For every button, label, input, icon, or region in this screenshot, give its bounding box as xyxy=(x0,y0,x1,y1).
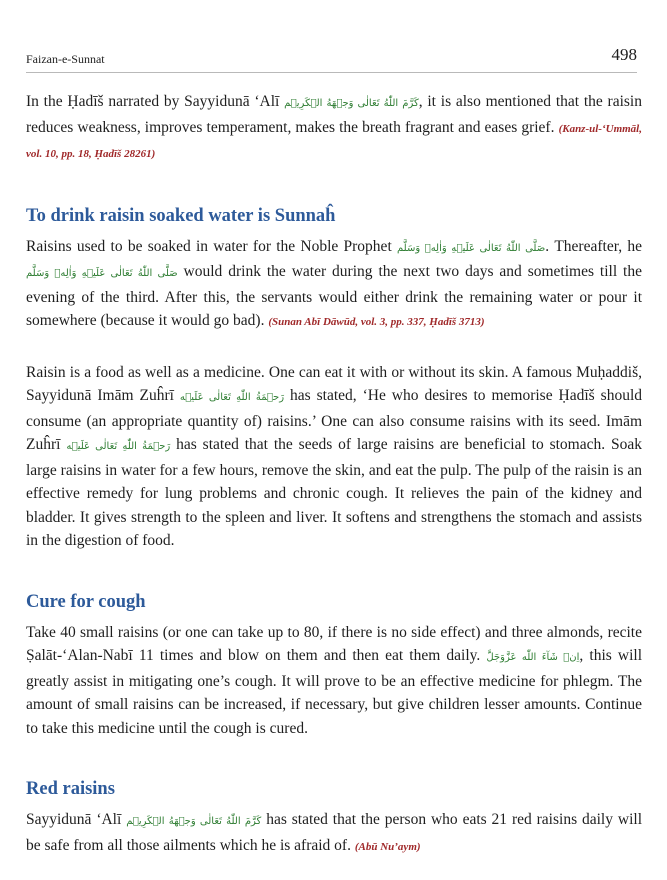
paragraph-text: Raisin is a food as well as a medicine. One can eat it with or without its skin. A famous Muḥaddiš, Sayyidunā Imām Zuĥrī xyxy=(26,363,642,404)
raisin-water-paragraph xyxy=(26,235,642,335)
paragraph-text: Raisins used to be soaked in water for the Noble Prophet xyxy=(26,237,397,255)
section-heading-red-raisins: Red raisins xyxy=(26,779,115,799)
intro-paragraph xyxy=(26,90,642,167)
arabic-honorific: كَرَّمَ اللّٰهُ تَعَالٰی وَجۡهَهُ الۡكَرِيۡم xyxy=(284,98,419,109)
book-title: Faizan-e-Sunnat xyxy=(26,52,105,66)
page-content xyxy=(26,90,642,859)
paragraph-text: has stated that the seeds of large raisins are beneficial to stomach. Soak large raisins in water for a few hours, remove the skin, and eat the pulp. The pulp of the raisin is an effective remedy for lung problems and chronic cough. It relieves the pain of the kidney and bladder. It gives strength to the spleen and liver. It softens and strengthens the stomach and assists in the digestion of food. xyxy=(26,436,643,549)
paragraph-text: would drink the water during the next two days and sometimes till the evening of the third. After this, the servants would either drink the remaining water or pour it somewhere (because it would go bad). xyxy=(26,263,642,329)
reference-citation: (Abū Nu’aym) xyxy=(354,840,421,853)
paragraph-text: Take 40 small raisins (or one can take up to 80, if there is no side effect) and three almonds, recite Ṣalāt-‘Alan-Nabī 11 times and blow on them and then eat them daily. xyxy=(26,623,642,664)
intro-text-2: , it is also mentioned that the raisin reduces weakness, improves temperament, makes the breath fragrant and eases grief. xyxy=(26,93,642,136)
reference-citation: (Sunan Abī Dāwūd, vol. 3, pp. 337, Ḥadīš 3713) xyxy=(268,316,485,328)
paragraph-text: has stated that the person who eats 21 red raisins daily will be safe from all those ailments which he is afraid of. xyxy=(26,811,642,854)
intro-text-1: In the Ḥadīš narrated by Sayyidunā ‘Alī xyxy=(26,93,285,110)
section-heading-cure-for-cough: Cure for cough xyxy=(26,591,146,612)
page-header xyxy=(26,42,637,73)
paragraph-text: Sayyidunā ‘Alī xyxy=(26,811,127,828)
paragraph-text: , this will greatly assist in mitigating one’s cough. It will prove to be an effective medicine for phlegm. The amount of small raisins can be increased, if necessary, but give children lesser amounts. Continue to take this medicine until the cough is cured. xyxy=(26,647,642,737)
paragraph-text: . Thereafter, he xyxy=(545,237,642,255)
raisin-medicine-paragraph xyxy=(26,361,642,553)
page-number: 498 xyxy=(611,45,637,64)
red-raisins-paragraph xyxy=(26,808,642,859)
arabic-honorific: صَلَّى اللّٰهُ تَعَالٰى عَلَيۡهِ وَاٰلِهٖ وَسَلَّم xyxy=(26,268,178,279)
arabic-honorific: رَحۡمَةُ اللّٰهِ تَعَالٰى عَلَيۡه xyxy=(179,392,285,403)
arabic-honorific: كَرَّمَ اللّٰهُ تَعَالٰی وَجۡهَهُ الۡكَرِيۡم xyxy=(126,816,262,827)
arabic-honorific: صَلَّى اللّٰهُ تَعَالٰى عَلَيۡهِ وَاٰلِهٖ وَسَلَّم xyxy=(396,242,546,254)
arabic-honorific: رَحۡمَةُ اللّٰهِ تَعَالٰى عَلَيۡه xyxy=(66,441,171,452)
cough-cure-paragraph xyxy=(26,621,642,741)
arabic-honorific: اِنۡ شَآءَ اللّٰه عَزَّوَجَلَّ xyxy=(486,652,580,663)
reference-citation: (Kanz-ul-‘Ummāl, vol. 10, pp. 18, Ḥadīš 28261) xyxy=(26,122,642,160)
paragraph-text: has stated, ‘He who desires to memorise Ḥadīš should consume (an appropriate quantity of) raisins.’ One can also consume raisins with its seed. Imām Zuĥrī xyxy=(26,387,643,453)
section-heading-raisin-water: To drink raisin soaked water is Sunnaĥ xyxy=(26,205,336,226)
